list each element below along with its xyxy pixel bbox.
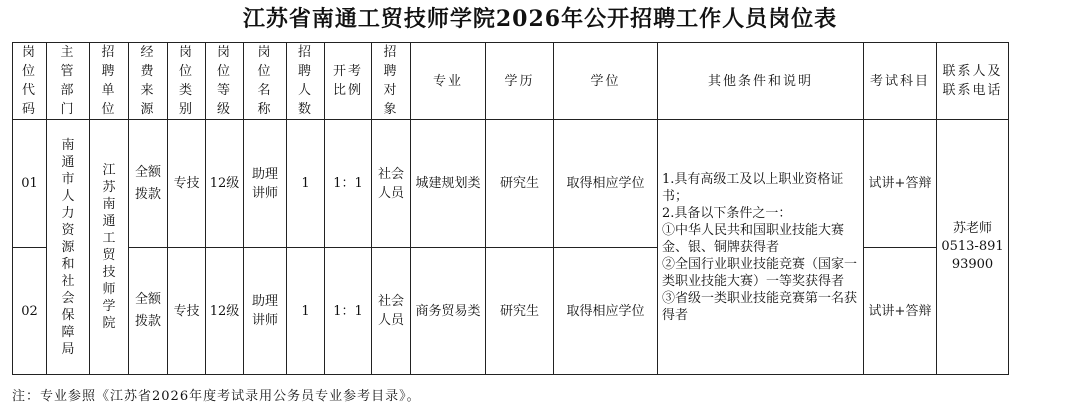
cell-category: 专技 (168, 120, 206, 248)
header-education: 学历 (486, 43, 554, 120)
header-ratio: 开考比例 (325, 43, 372, 120)
header-major: 专业 (411, 43, 486, 120)
footnote: 注：专业参照《江苏省2026年度考试录用公务员专业参考目录》。 (12, 389, 421, 404)
header-target: 招聘对象 (372, 43, 411, 120)
contact-phone: 0513-89193900 (941, 239, 1004, 272)
cell-major: 商务贸易类 (411, 248, 486, 375)
cell-name: 助理讲师 (244, 120, 287, 248)
table-header-row (13, 43, 1009, 120)
header-name: 岗位名称 (244, 43, 287, 120)
cell-exam: 试讲+答辩 (864, 120, 937, 248)
cell-name: 助理讲师 (244, 248, 287, 375)
cell-exam: 试讲+答辩 (864, 248, 937, 375)
header-degree: 学位 (554, 43, 658, 120)
header-grade: 岗位等级 (206, 43, 244, 120)
header-conditions: 其他条件和说明 (658, 43, 864, 120)
cell-degree: 取得相应学位 (554, 248, 658, 375)
cell-dept: 南通市人力资源和社会保障局 (47, 120, 90, 375)
header-dept: 主管部门 (47, 43, 90, 120)
position-table (12, 42, 1009, 375)
cell-funding: 全额拨款 (129, 248, 168, 375)
cell-grade: 12级 (206, 120, 244, 248)
header-funding: 经费来源 (129, 43, 168, 120)
cell-funding: 全额拨款 (129, 120, 168, 248)
cell-major: 城建规划类 (411, 120, 486, 248)
cell-count: 1 (287, 248, 325, 375)
cell-education: 研究生 (486, 120, 554, 248)
cell-category: 专技 (168, 248, 206, 375)
cell-unit: 江苏南通工贸技师学院 (90, 120, 129, 375)
contact-name: 苏老师 (952, 221, 992, 236)
cell-degree: 取得相应学位 (554, 120, 658, 248)
cell-code: 01 (13, 120, 47, 248)
header-exam: 考试科目 (864, 43, 937, 120)
cell-education: 研究生 (486, 248, 554, 375)
header-unit: 招聘单位 (90, 43, 129, 120)
header-category: 岗位类别 (168, 43, 206, 120)
table-row (13, 120, 1009, 248)
cell-conditions: 1.具有高级工及以上职业资格证书； 2.具备以下条件之一： ①中华人民共和国职业技能大赛金、银、铜牌获得者 ②全国行业职业技能竞赛（国家一类职业技能大赛）一等奖获得者 ③省级一类职业技能竞赛第一名获得者 (658, 120, 864, 375)
cell-contact (937, 120, 1009, 375)
cell-ratio: 1：1 (325, 248, 372, 375)
cell-target: 社会人员 (372, 120, 411, 248)
cell-count: 1 (287, 120, 325, 248)
cell-target: 社会人员 (372, 248, 411, 375)
cell-code: 02 (13, 248, 47, 375)
header-count: 招聘人数 (287, 43, 325, 120)
page-title: 江苏省南通工贸技师学院2026年公开招聘工作人员岗位表 (242, 6, 838, 32)
cell-ratio: 1：1 (325, 120, 372, 248)
header-contact: 联系人及联系电话 (937, 43, 1009, 120)
header-code: 岗位代码 (13, 43, 47, 120)
cell-grade: 12级 (206, 248, 244, 375)
